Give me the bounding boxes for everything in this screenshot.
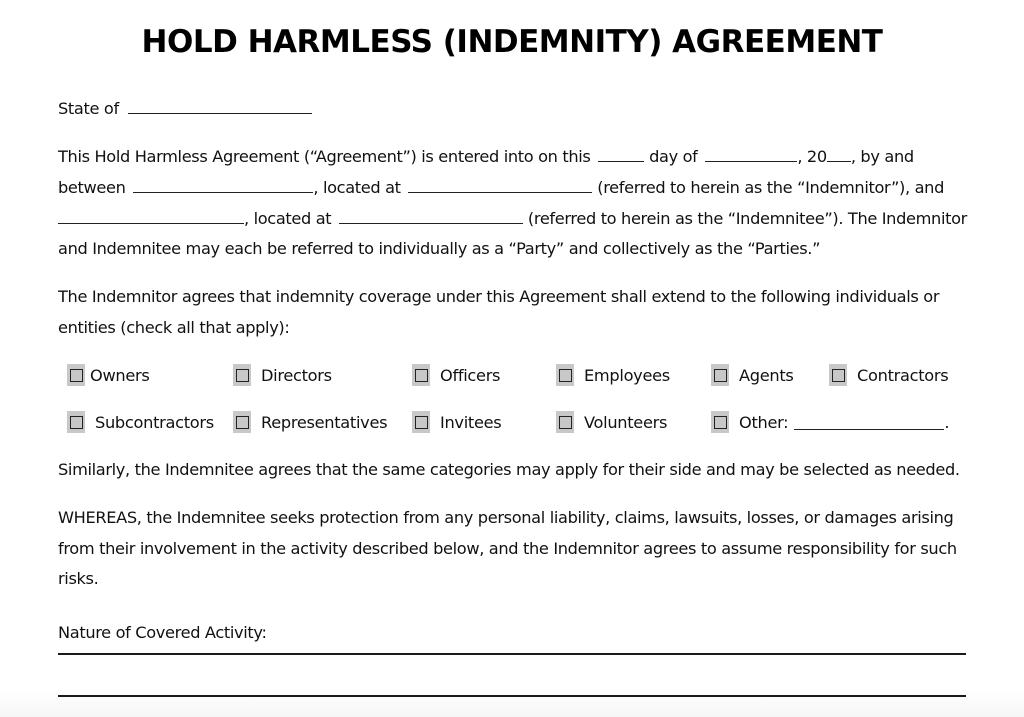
checkbox-volunteers[interactable] — [556, 411, 667, 433]
intro-text: (referred to herein as the “Indemnitor”), and — [597, 178, 944, 197]
checkbox-representatives[interactable] — [233, 411, 387, 433]
intro-text: , located at — [244, 209, 332, 228]
indemnitor-address-field[interactable] — [408, 178, 592, 193]
state-line — [58, 98, 312, 120]
checkbox-icon[interactable] — [67, 411, 85, 433]
coverage-line-1: The Indemnitor agrees that indemnity coverage under this Agreement shall extend to the following individuals or — [58, 287, 940, 306]
activity-label: Nature of Covered Activity: — [58, 623, 267, 642]
coverage-line-2: entities (check all that apply): — [58, 318, 290, 337]
checkbox-label: Volunteers — [584, 412, 668, 432]
intro-text: (referred to herein as the “Indemnitee”). The Indemnitor — [527, 209, 967, 228]
checkbox-label: Directors — [261, 365, 332, 385]
checkbox-label: Officers — [440, 365, 501, 385]
checkbox-label: Subcontractors — [95, 412, 214, 432]
indemnitee-address-field[interactable] — [339, 209, 523, 224]
intro-line-2 — [58, 177, 944, 199]
indemnitee-name-field[interactable] — [58, 209, 244, 224]
whereas-line-1: WHEREAS, the Indemnitee seeks protection from any personal liability, claims, lawsuits, losses, or damages arising — [58, 508, 954, 527]
checkbox-label: Other: — [739, 412, 789, 432]
activity-field-line-1[interactable] — [58, 653, 966, 655]
intro-line-3 — [58, 208, 967, 230]
intro-text: This Hold Harmless Agreement (“Agreement”) is entered into on this — [58, 147, 591, 166]
checkbox-icon[interactable] — [556, 364, 574, 386]
checkbox-officers[interactable] — [412, 364, 500, 386]
whereas-line-2: from their involvement in the activity described below, and the Indemnitor agrees to assume responsibility for such — [58, 539, 957, 558]
checkbox-label: Representatives — [261, 412, 388, 432]
checkbox-icon[interactable] — [711, 364, 729, 386]
other-field[interactable] — [794, 414, 944, 430]
intro-line-1 — [58, 146, 914, 168]
intro-text: , 20 — [797, 147, 827, 166]
checkbox-label: Employees — [584, 365, 670, 385]
checkbox-icon[interactable] — [67, 364, 85, 386]
checkbox-label: Agents — [739, 365, 794, 385]
checkbox-icon[interactable] — [412, 364, 430, 386]
whereas-line-3: risks. — [58, 569, 99, 588]
checkbox-icon[interactable] — [829, 364, 847, 386]
checkbox-invitees[interactable] — [412, 411, 501, 433]
intro-text: day of — [649, 147, 698, 166]
year-field[interactable] — [827, 147, 851, 162]
month-field[interactable] — [705, 147, 797, 162]
indemnitor-name-field[interactable] — [133, 178, 313, 193]
checkbox-icon[interactable] — [556, 411, 574, 433]
checkbox-label: Owners — [90, 365, 150, 385]
checkbox-label: Contractors — [857, 365, 949, 385]
checkbox-subcontractors[interactable] — [67, 411, 214, 433]
state-label: State of — [58, 99, 119, 118]
similarly-paragraph: Similarly, the Indemnitee agrees that the same categories may apply for their side and may be selected as needed. — [58, 460, 960, 479]
intro-text: between — [58, 178, 126, 197]
intro-text: , by and — [850, 147, 914, 166]
document-title: HOLD HARMLESS (INDEMNITY) AGREEMENT — [141, 24, 883, 60]
checkbox-other[interactable] — [711, 411, 949, 433]
intro-line-4: and Indemnitee may each be referred to individually as a “Party” and collectively as the “Parties.” — [58, 239, 821, 258]
state-field[interactable] — [128, 99, 312, 114]
checkbox-owners[interactable] — [67, 364, 150, 386]
checkbox-icon[interactable] — [233, 411, 251, 433]
intro-text: , located at — [313, 178, 401, 197]
checkbox-agents[interactable] — [711, 364, 794, 386]
checkbox-icon[interactable] — [711, 411, 729, 433]
day-field[interactable] — [598, 147, 644, 162]
checkbox-icon[interactable] — [412, 411, 430, 433]
checkbox-icon[interactable] — [233, 364, 251, 386]
checkbox-employees[interactable] — [556, 364, 670, 386]
checkbox-contractors[interactable] — [829, 364, 948, 386]
checkbox-label: Invitees — [440, 412, 502, 432]
activity-field-line-2[interactable] — [58, 695, 966, 697]
checkbox-trailing: . — [944, 412, 950, 432]
checkbox-directors[interactable] — [233, 364, 332, 386]
